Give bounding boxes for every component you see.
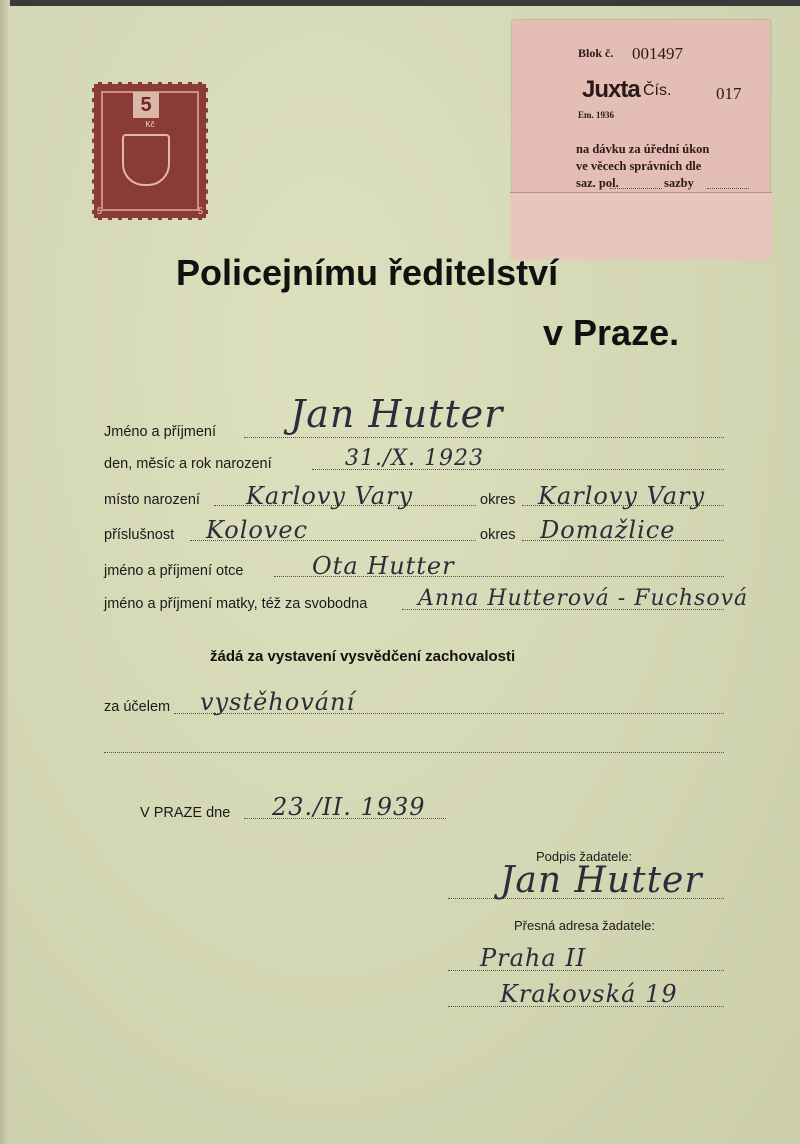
birthplace-value: Karlovy Vary: [246, 482, 414, 510]
purpose-label: za účelem: [104, 699, 171, 715]
receipt-cis-number: 017: [716, 84, 742, 103]
district-label: okres: [480, 527, 516, 543]
receipt-blok-number: 001497: [632, 44, 683, 63]
mother-value: Anna Hutterová - Fuchsová: [418, 586, 749, 611]
receipt-line-3b: sazby: [664, 176, 694, 190]
receipt-cis-label: Čís.: [643, 82, 672, 99]
receipt-line-2: ve věcech správních dle: [576, 159, 702, 173]
receipt-line-3a: saz. pol.: [576, 176, 619, 190]
birthplace-label: místo narození: [104, 492, 200, 508]
address-line-2-value: Krakovská 19: [500, 980, 678, 1008]
stamp-corner-left: 5: [97, 206, 103, 216]
name-value: Jan Hutter: [290, 392, 504, 436]
stamp-currency: Kč: [145, 120, 155, 129]
district-2-value: Domažlice: [540, 516, 676, 544]
place-date-label: V PRAZE dne: [140, 805, 231, 821]
birthdate-label: den, měsíc a rok narození: [104, 456, 272, 472]
signature-value: Jan Hutter: [500, 860, 703, 901]
revenue-stamp: [92, 82, 208, 220]
district-label: okres: [480, 492, 516, 508]
citizenship-label: příslušnost: [104, 527, 175, 543]
birthdate-value: 31./X. 1923: [345, 446, 485, 471]
receipt-tear-strip: [510, 192, 772, 259]
district-1-value: Karlovy Vary: [538, 482, 706, 510]
receipt-dotted-line: [610, 188, 662, 189]
purpose-line-2: [104, 752, 724, 753]
receipt-brand: Juxta: [582, 76, 640, 103]
request-heading: žádá za vystavení vysvědčení zachovalosti: [210, 648, 516, 665]
name-label: Jméno a příjmení: [104, 424, 217, 440]
stamp-corner-right: 5: [197, 206, 203, 216]
stamp-value: 5: [133, 92, 159, 118]
document-title-line-2: v Praze.: [543, 312, 680, 353]
address-label: Přesná adresa žadatele:: [514, 918, 655, 933]
receipt-dotted-line: [707, 188, 749, 189]
father-value: Ota Hutter: [312, 552, 455, 580]
receipt-emission: Em. 1936: [578, 110, 614, 120]
document-title-line-1: Policejnímu ředitelství: [176, 252, 559, 293]
receipt-blok-label: Blok č.: [578, 46, 614, 60]
name-line: [244, 437, 724, 438]
father-label: jméno a příjmení otce: [104, 563, 244, 579]
date-value: 23./II. 1939: [272, 793, 426, 821]
mother-label: jméno a příjmení matky, též za svobodna: [104, 596, 368, 612]
citizenship-value: Kolovec: [206, 516, 309, 544]
signature-label: Podpis žadatele:: [536, 849, 633, 864]
address-line-1-value: Praha II: [480, 944, 587, 972]
purpose-value: vystěhování: [200, 688, 356, 716]
lion-emblem-icon: [122, 134, 170, 186]
receipt-line-1: na dávku za úřední úkon: [576, 142, 710, 156]
